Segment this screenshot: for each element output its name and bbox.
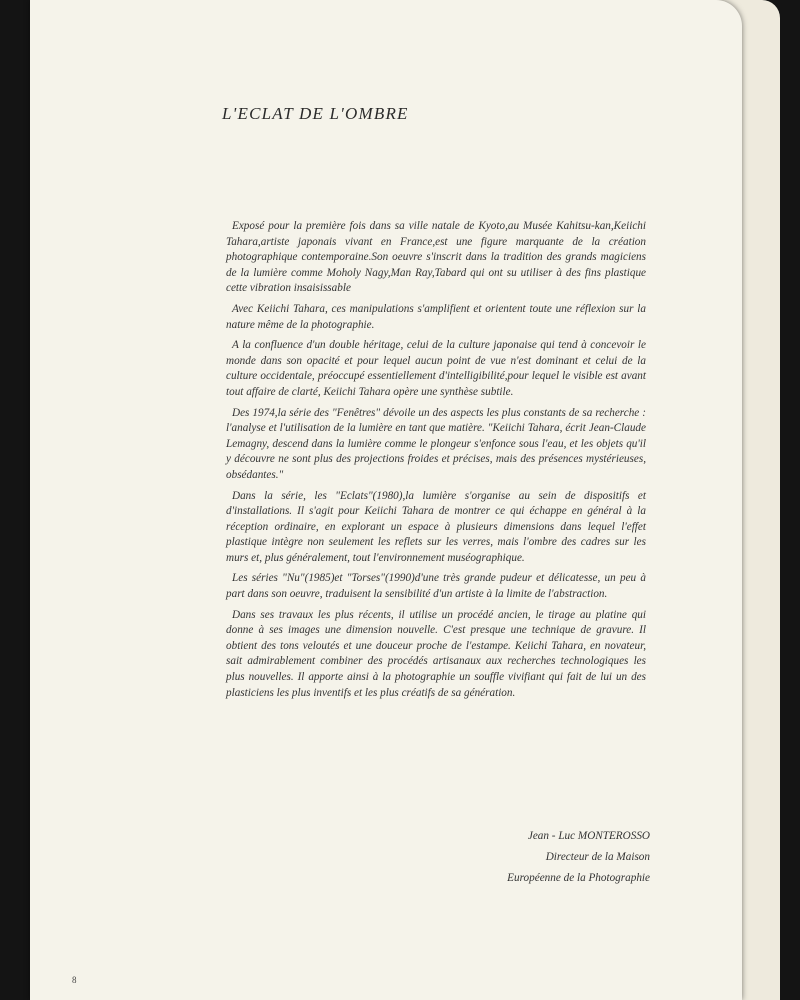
book-page [30, 0, 742, 1000]
page-number: 8 [72, 975, 77, 985]
paragraph-4: Des 1974,la série des "Fenêtres" dévoile un des aspects les plus constants de sa recherche : l'analyse et l'utilisation de la lumière en tant que matière. "Keiichi Tahara, écrit Jean-Claude Lemagny, descend dans la lumière comme le plongeur s'enfonce sous l'eau, et les objets qu'il y découvre ne sont plus des projections froides et précises, mais des présences mystérieuses, obsédantes." [226, 406, 646, 481]
essay-body [226, 219, 646, 706]
author-name: Jean - Luc MONTEROSSO [527, 830, 650, 842]
page-title: L'ECLAT DE L'OMBRE [222, 104, 409, 123]
signature-block [460, 826, 650, 889]
author-role-line-2: Européenne de la Photographie [507, 872, 650, 884]
paragraph-3: A la confluence d'un double héritage, celui de la culture japonaise qui tend à concevoir le monde dans son opacité et pour lequel aucun point de vue n'est dominant et celui de la culture occidentale, préoccupé essentiellement d'intelligibilité,pour lequel le visible est avant tout affaire de clarté, Keiichi Tahara opère une synthèse subtile. [226, 339, 646, 398]
paragraph-7: Dans ses travaux les plus récents, il utilise un procédé ancien, le tirage au platine qui donne à ses images une dimension nouvelle. C'est presque une technique de gravure. Il obtient des tons veloutés et une douceur proche de l'estampe. Keiichi Tahara, en novateur, sait admirablement combiner des procédés artisanaux aux recherches technologiques les plus nouvelles. Il apporte ainsi à la photographie un souffle vivifiant qui fait de lui un des plasticiens les plus inventifs et les plus créatifs de sa génération. [226, 608, 646, 699]
paragraph-5: Dans la série, les "Eclats"(1980),la lumière s'organise au sein de dispositifs et d'installations. Il s'agit pour Keiichi Tahara de montrer ce qui échappe en général à la réception ordinaire, en explorant un espace à plusieurs dimensions dans lequel l'effet plastique intègre non seulement les reflets sur les verres, mais l'ombre des cadres sur les murs et, plus généralement, tout l'environnement muséographique. [226, 489, 646, 564]
paragraph-1: Exposé pour la première fois dans sa ville natale de Kyoto,au Musée Kahitsu-kan,Keiichi Tahara,artiste japonais vivant en France,est une figure marquante de la création photographique contemporaine.Son oeuvre s'inscrit dans la tradition des grands magiciens de la lumière comme Moholy Nagy,Man Ray,Tabard qui ont su utiliser à des fins plastique cette vibration insaisissable [226, 220, 646, 295]
author-role-line-1: Directeur de la Maison [545, 851, 650, 863]
paragraph-2: Avec Keiichi Tahara, ces manipulations s'amplifient et orientent toute une réflexion sur la nature même de la photographie. [226, 302, 646, 331]
paragraph-6: Les séries "Nu"(1985)et "Torses"(1990)d'une très grande pudeur et délicatesse, un peu à part dans son oeuvre, traduisent la sensibilité d'un artiste à la limite de l'abstraction. [226, 572, 646, 601]
